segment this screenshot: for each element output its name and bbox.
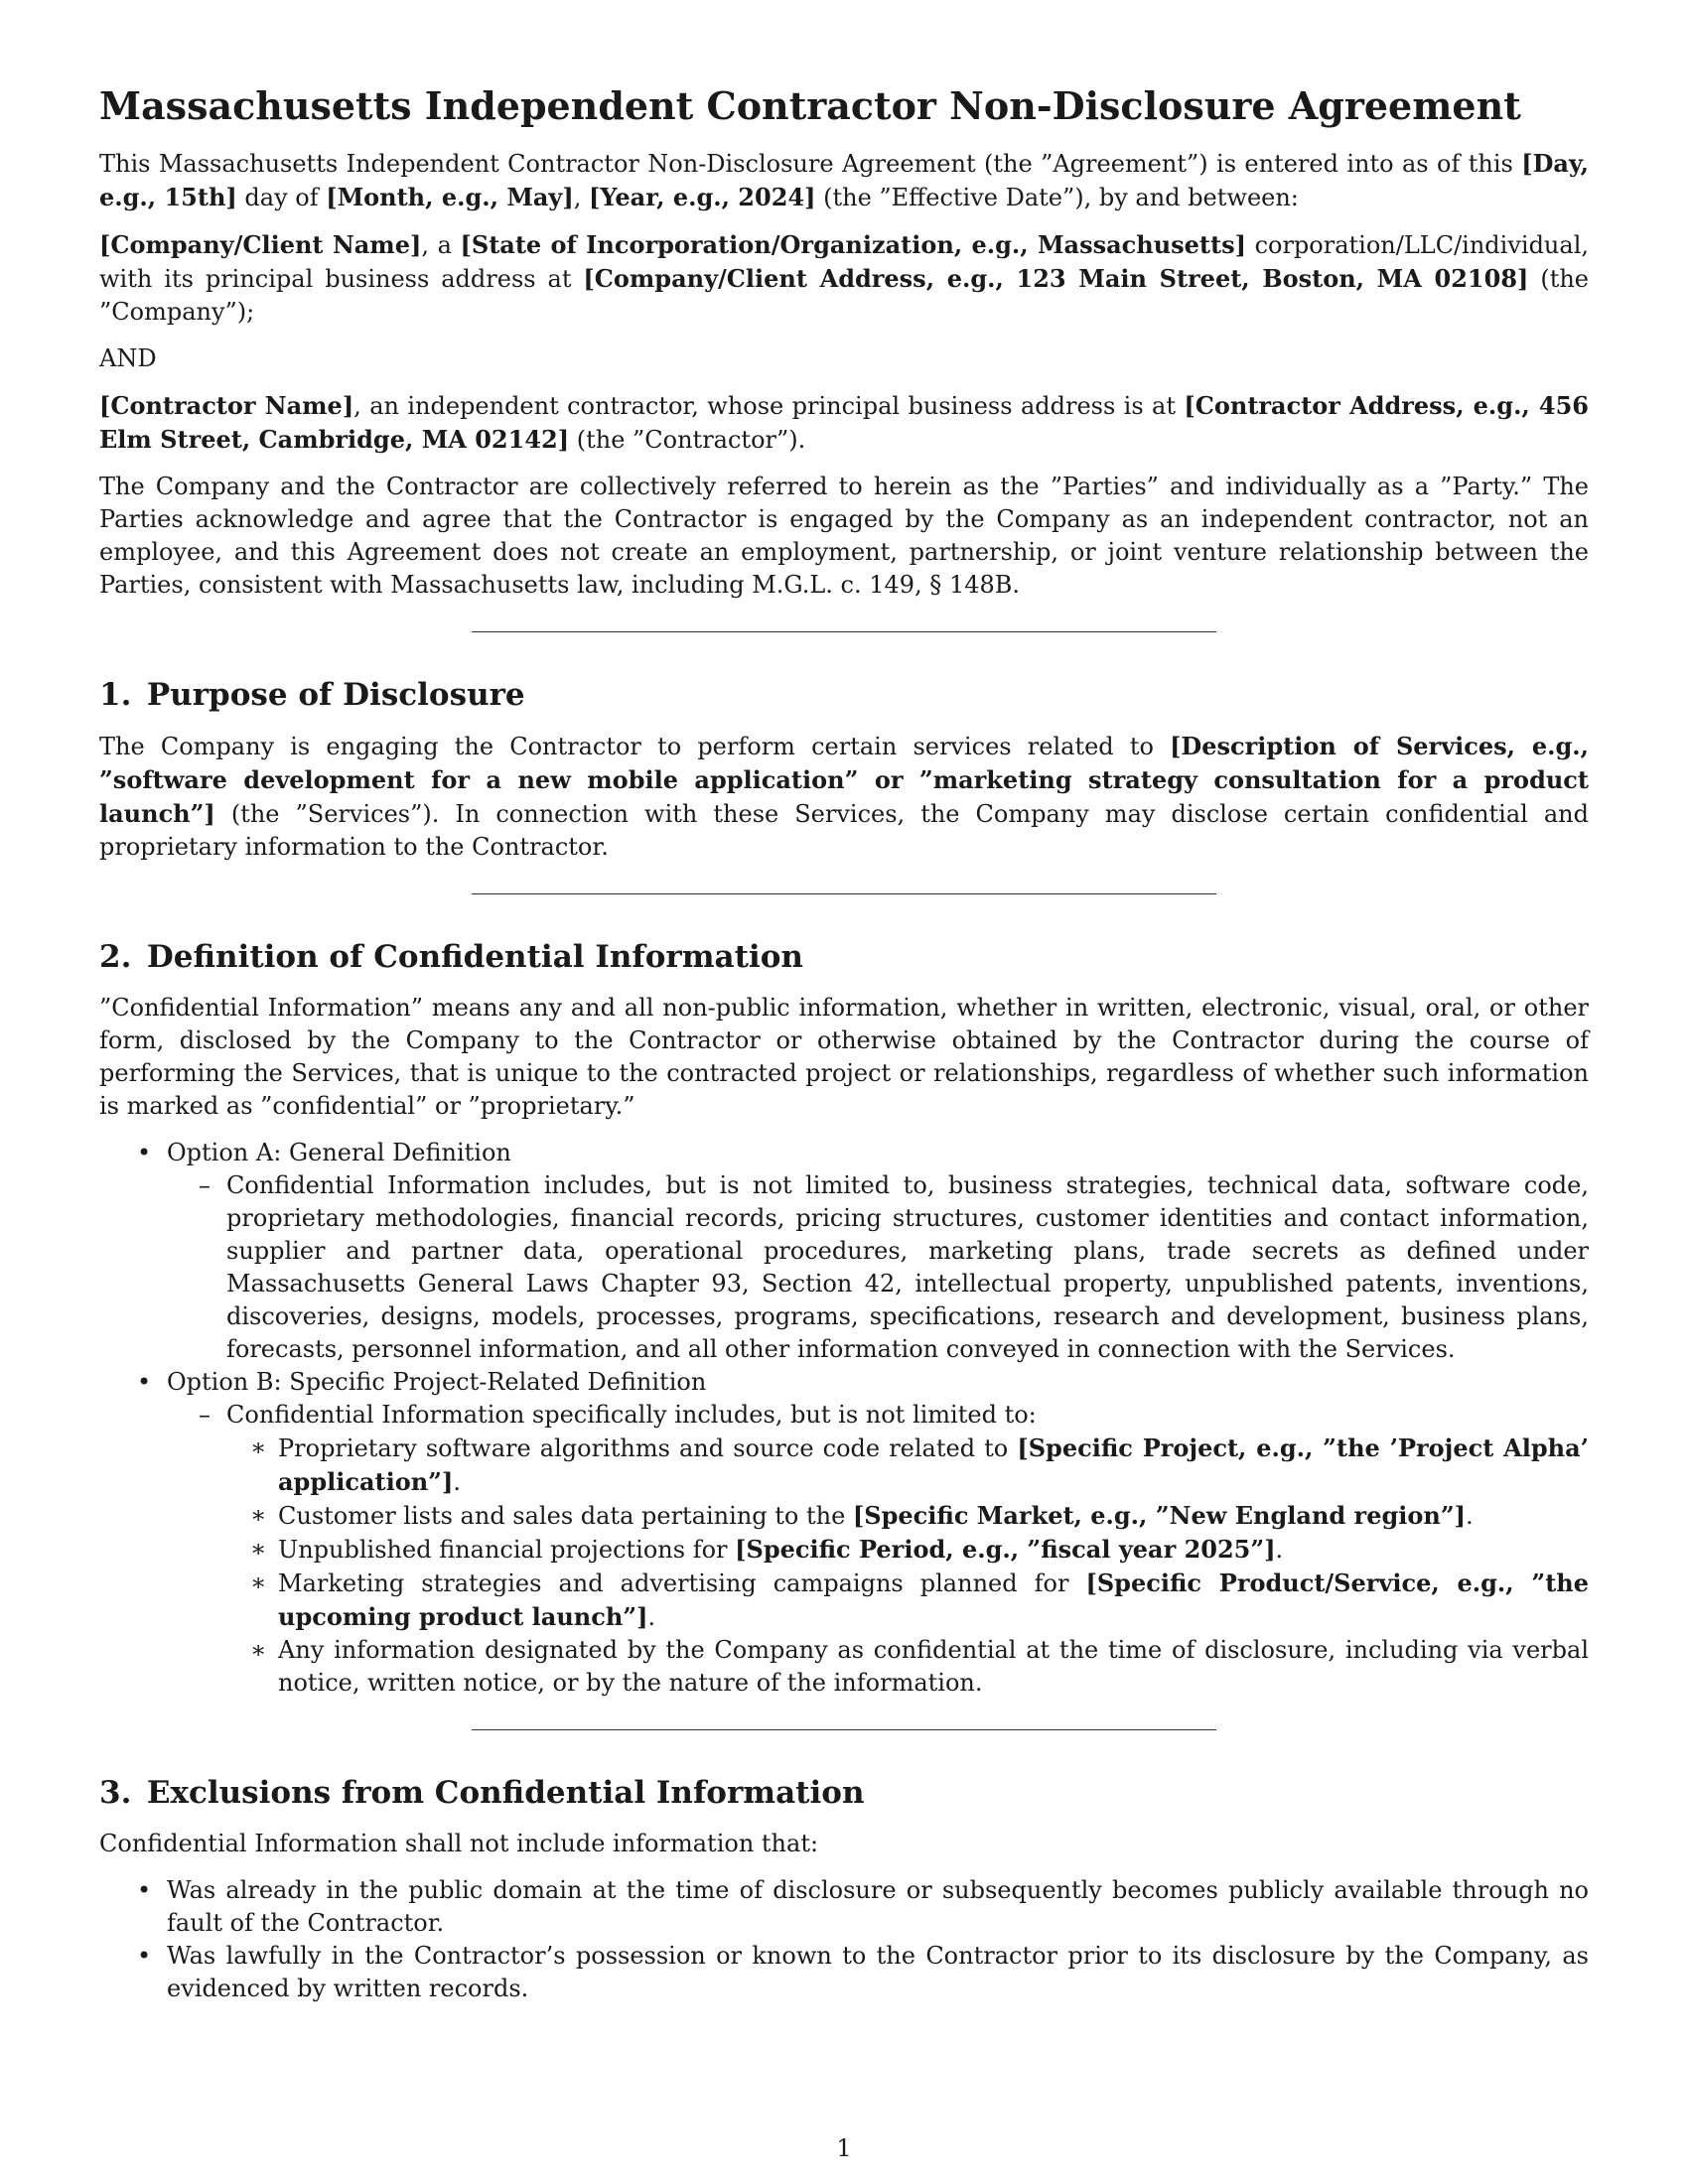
list-item: ∗ Proprietary software algorithms and source code related to [Specific Project, e.g., ”the ’Project Alpha’ application”].: [99, 1432, 1589, 1499]
company-name-placeholder: [Company/Client Name]: [99, 230, 422, 259]
contractor-paragraph: [Contractor Name], an independent contractor, whose principal business address is at [Contractor Address, e.g., 456 Elm Street, Cambridge, MA 02142] (the ”Contractor”).: [99, 391, 1589, 454]
state-placeholder: [State of Incorporation/Organization, e.g., Massachusetts]: [460, 230, 1246, 259]
year-placeholder: [Year, e.g., 2024]: [589, 183, 816, 211]
list-item: • Was already in the public domain at the time of disclosure or subsequently becomes publicly available through no fault of the Contractor.: [99, 1874, 1589, 1940]
contractor-name-placeholder: [Contractor Name]: [99, 391, 354, 420]
list-item: [99, 1137, 1589, 1366]
month-placeholder: [Month, e.g., May]: [326, 183, 574, 211]
page-title: Massachusetts Independent Contractor Non-Disclosure Agreement: [99, 83, 1521, 128]
list-item: – Confidential Information specifically includes, but is not limited to: ∗ Proprietary software algorithms and source code related to [Specific Project, e.g., ”the ’Project Alpha’ application”]. ∗ Customer lists and sales data pertaining to the [Specific Market, e.g., ”New England region”]. ∗ Unpublished financial projections for [Specific Period, e.g., ”fiscal year 2025”]. ∗ Marketing strategies and advertising campaigns planned for [Specific Product/Service, e.g., ”the upcoming product launch”]. ∗ Any information designated by the Company as confidential at the time of disclosure, including via verbal notice, written notice, or by the nature of the information.: [99, 1399, 1589, 1700]
section-divider: [472, 893, 1216, 894]
and-text: AND: [99, 344, 157, 372]
section-1-paragraph: The Company is engaging the Contractor to perform certain services related to [Description of Services, e.g., ”software development for a new mobile application” or ”marketing strategy consultation for a product launch”] (the ”Services”). In connection with these Services, the Company may disclose certain confidential and proprietary information to the Contractor.: [99, 732, 1590, 861]
period-placeholder: [Specific Period, e.g., ”fiscal year 2025”]: [735, 1535, 1276, 1564]
option-b-label: Option B: Specific Project-Related Definition: [167, 1368, 707, 1396]
list-item: ∗ Any information designated by the Company as confidential at the time of disclosure, including via verbal notice, written notice, or by the nature of the information.: [99, 1634, 1589, 1700]
section-divider: [472, 1729, 1216, 1730]
product-placeholder: [Specific Product/Service, e.g., ”the upcoming product launch”]: [278, 1569, 1589, 1631]
list-item: – Confidential Information includes, but is not limited to, business strategies, technical data, software code, proprietary methodologies, financial records, pricing structures, customer identities and contact information, supplier and partner data, operational procedures, marketing plans, trade secrets as defined under Massachusetts General Laws Chapter 93, Section 42, intellectual property, unpublished patents, inventions, discoveries, designs, models, processes, programs, specifications, research and development, business plans, forecasts, personnel information, and all other information conveyed in connection with the Services.: [99, 1169, 1589, 1366]
definition-options-list: [99, 1137, 1589, 1700]
exclusions-list: [99, 1874, 1589, 2005]
section-2-paragraph: ”Confidential Information” means any and all non-public information, whether in written, electronic, visual, oral, or other form, disclosed by the Company to the Contractor or otherwise obtained by the Contractor during the course of performing the Services, that is unique to the contracted project or relationships, regardless of whether such information is marked as ”confidential” or ”proprietary.”: [99, 994, 1589, 1120]
list-item: ∗ Customer lists and sales data pertaining to the [Specific Market, e.g., ”New England region”].: [99, 1499, 1589, 1533]
list-item: • Was lawfully in the Contractor’s possession or known to the Contractor prior to its disclosure by the Company, as evidenced by written records.: [99, 1940, 1589, 2005]
section-3-intro: Confidential Information shall not include information that:: [99, 1830, 819, 1857]
company-paragraph: [Company/Client Name], a [State of Incorporation/Organization, e.g., Massachusetts] corporation/LLC/individual, with its principal business address at [Company/Client Address, e.g., 123 Main Street, Boston, MA 02108] (the ”Company”);: [99, 230, 1590, 326]
intro-paragraph: This Massachusetts Independent Contractor Non-Disclosure Agreement (the ”Agreement”) is entered into as of this [Day, e.g., 15th] day of [Month, e.g., May], [Year, e.g., 2024] (the ”Effective Date”), by and between:: [99, 149, 1589, 211]
section-3-heading: 3. Exclusions from Confidential Information: [99, 1775, 865, 1811]
company-address-placeholder: [Company/Client Address, e.g., 123 Main Street, Boston, MA 02108]: [583, 264, 1529, 293]
option-a-label: Option A: General Definition: [167, 1139, 511, 1166]
project-placeholder: [Specific Project, e.g., ”the ’Project Alpha’ application”]: [278, 1433, 1590, 1496]
list-item: ∗ Marketing strategies and advertising campaigns planned for [Specific Product/Service, e.g., ”the upcoming product launch”].: [99, 1567, 1589, 1634]
section-divider: [472, 631, 1216, 632]
services-placeholder: [Description of Services, e.g., ”software development for a new mobile application” or ”marketing strategy consultation for a product launch”]: [99, 732, 1590, 828]
market-placeholder: [Specific Market, e.g., ”New England region”]: [852, 1501, 1466, 1530]
day-placeholder: [Day, e.g., 15th]: [99, 149, 1589, 211]
page-number: 1: [836, 2134, 852, 2162]
list-item: [99, 1366, 1589, 1700]
section-2-heading: 2. Definition of Confidential Information: [99, 939, 803, 975]
document-page: [99, 83, 1589, 2005]
contractor-address-placeholder: [Contractor Address, e.g., 456 Elm Street, Cambridge, MA 02142]: [99, 391, 1589, 454]
list-item: ∗ Unpublished financial projections for [Specific Period, e.g., ”fiscal year 2025”].: [99, 1533, 1589, 1567]
parties-paragraph: The Company and the Contractor are collectively referred to herein as the ”Parties” and individually as a ”Party.” The Parties acknowledge and agree that the Contractor is engaged by the Company as an independent contractor, not an employee, and this Agreement does not create an employment, partnership, or joint venture relationship between the Parties, consistent with Massachusetts law, including M.G.L. c. 149, § 148B.: [99, 473, 1589, 599]
section-1-heading: 1. Purpose of Disclosure: [99, 677, 525, 713]
